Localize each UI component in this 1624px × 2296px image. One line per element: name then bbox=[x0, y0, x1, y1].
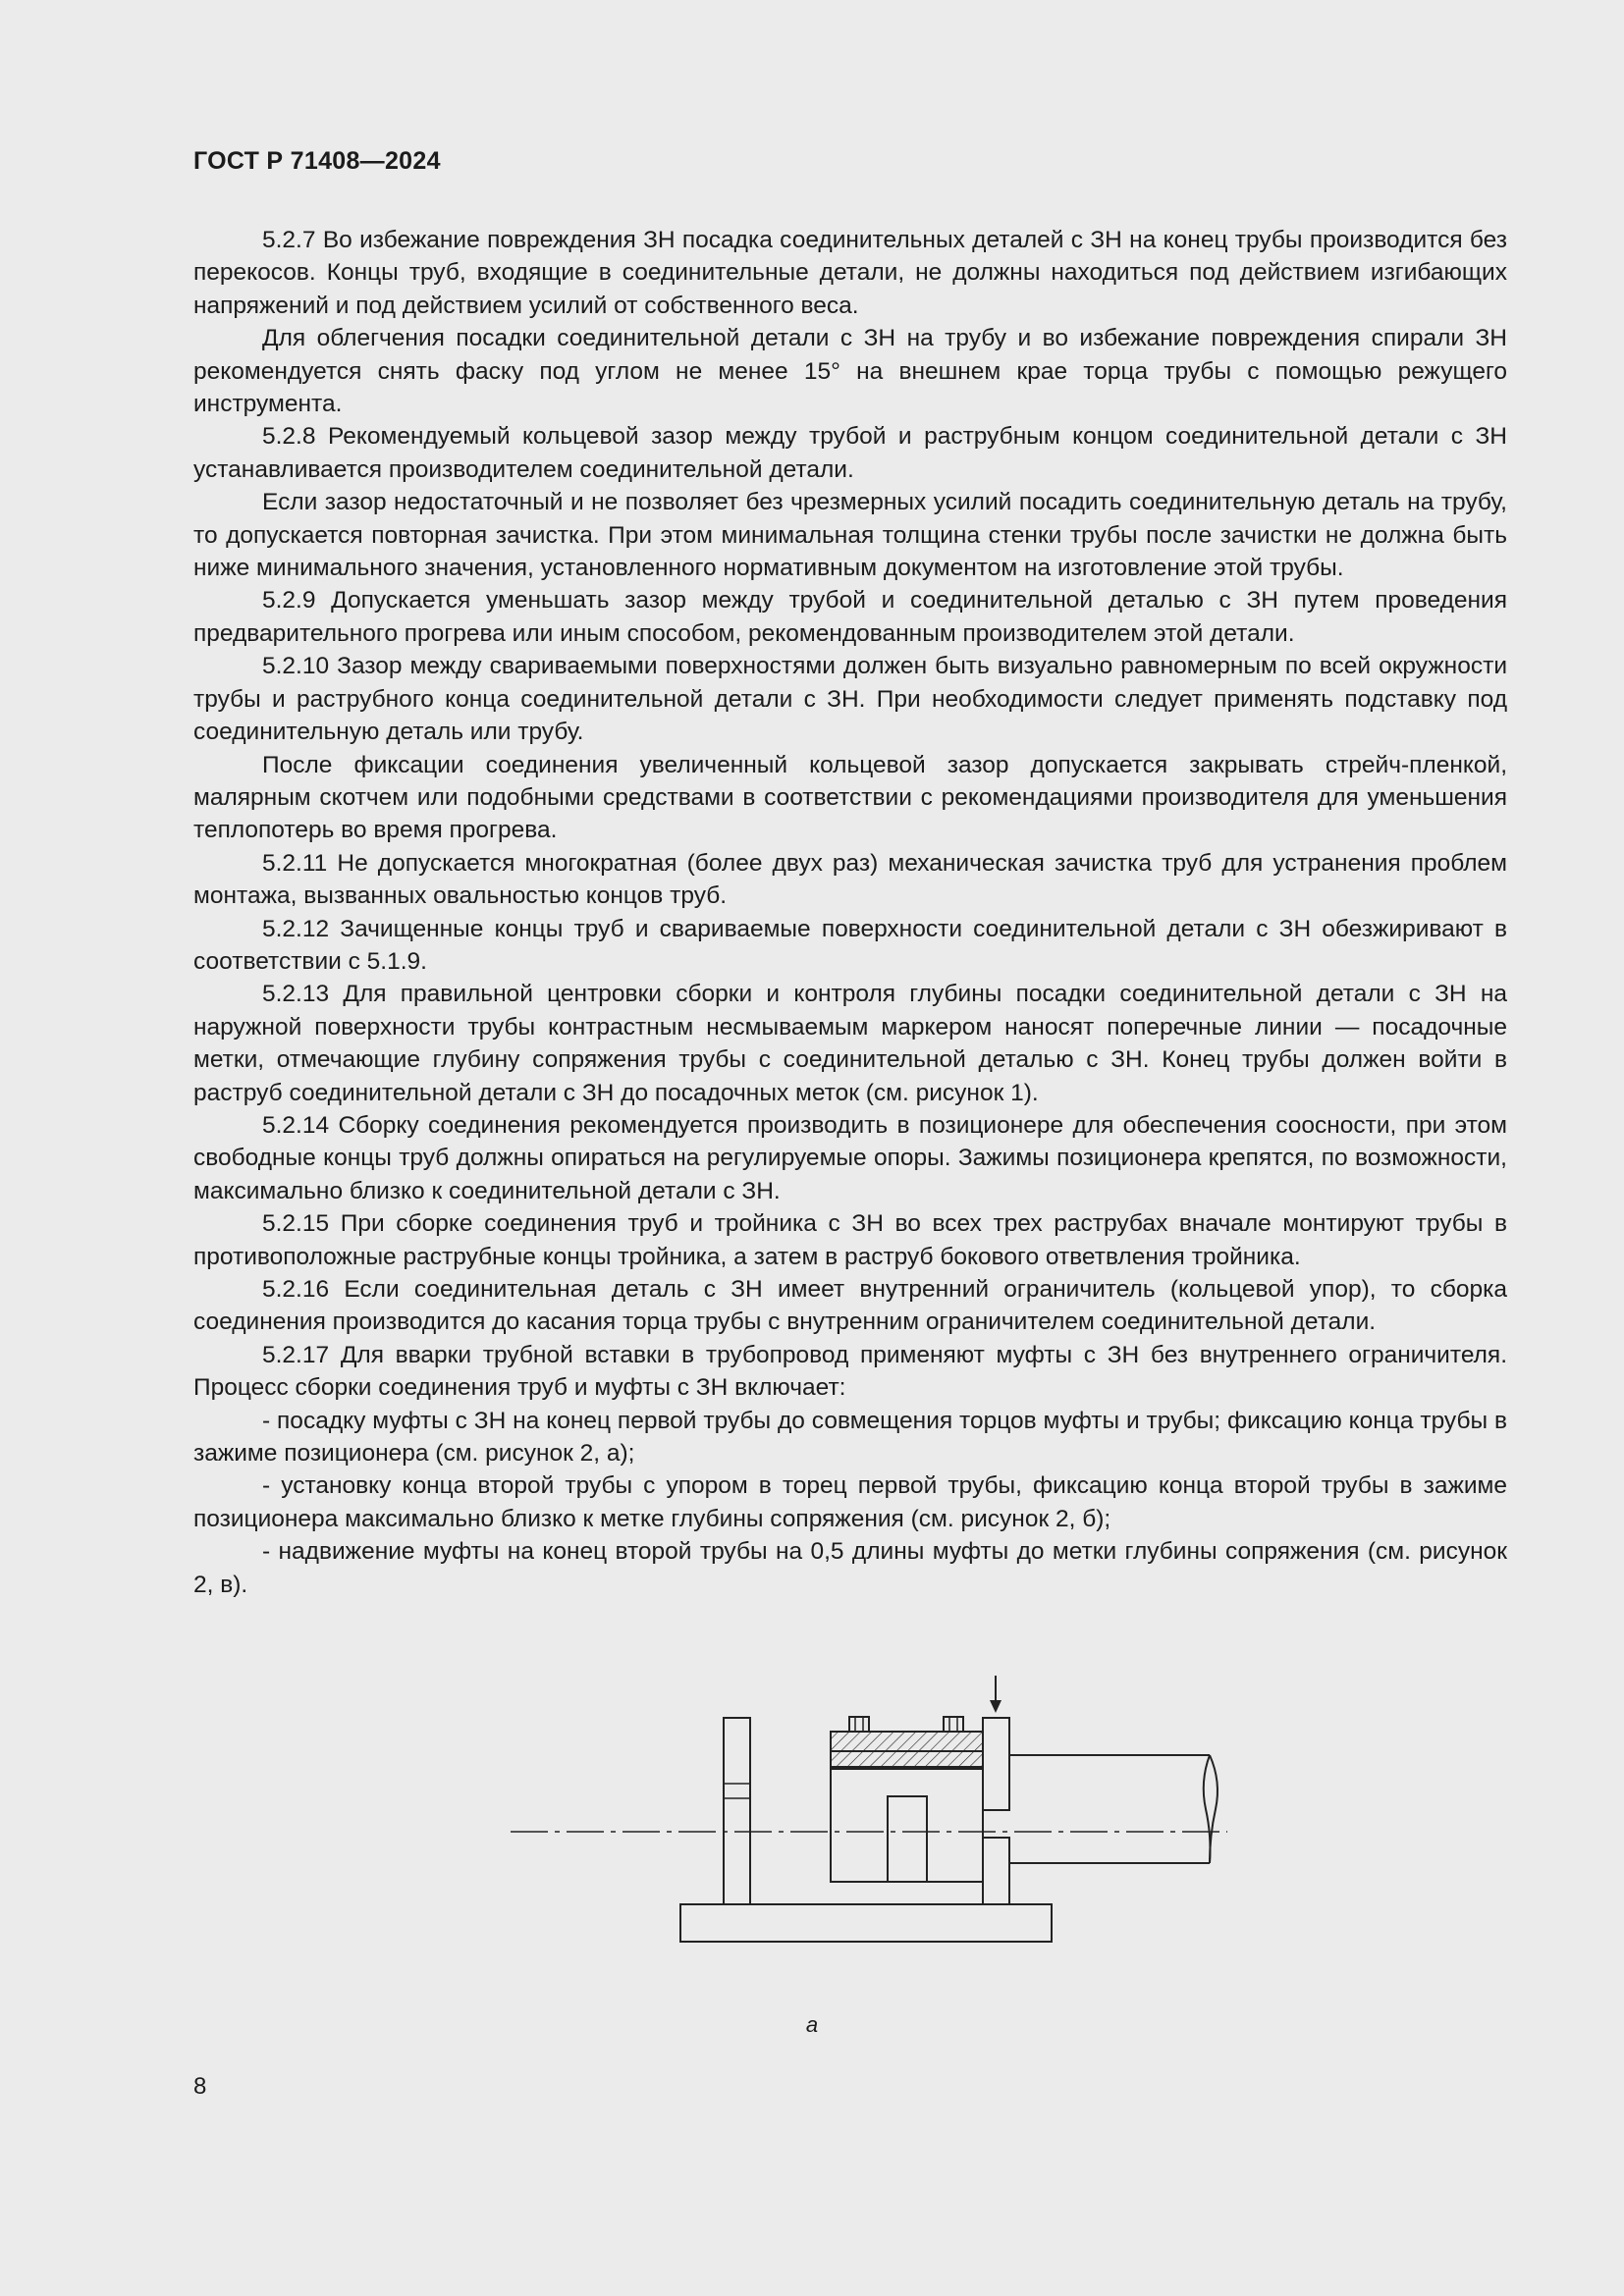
paragraph: 5.2.14 Сборку соединения рекомендуется производить в позиционере для обеспечения соосности, при этом свободные концы труб должны опираться на регулируемые опоры. Зажимы позиционера крепятся, по возможности, максимально близко к соединительной детали с ЗН. bbox=[193, 1111, 1507, 1204]
terminal-left bbox=[849, 1717, 869, 1732]
paragraph: 5.2.15 При сборке соединения труб и тройника с ЗН во всех трех раструбах вначале монтируют трубы в противоположные раструбные концы тройника, а затем в раструб бокового ответвления тройника. bbox=[193, 1210, 1507, 1270]
paragraph: 5.2.16 Если соединительная деталь с ЗН имеет внутренний ограничитель (кольцевой упор), то сборка соединения производится до касания торца трубы с внутренним ограничителем соединительной детали. bbox=[193, 1276, 1507, 1336]
list-item: - установку конца второй трубы с упором в торец первой трубы, фиксацию конца второй трубы в зажиме позиционера максимально близко к метке глубины сопряжения (см. рисунок 2, б); bbox=[193, 1472, 1507, 1532]
paragraph: После фиксации соединения увеличенный кольцевой зазор допускается закрывать стрейч-пленкой, малярным скотчем или подобными средствами в соответствии с рекомендациями производителя для уменьшения теплопотерь во время прогрева. bbox=[193, 751, 1507, 844]
heating-element-layer bbox=[831, 1732, 983, 1751]
list-item: - надвижение муфты на конец второй трубы на 0,5 длины муфты до метки глубины сопряжения (см. рисунок 2, в). bbox=[193, 1538, 1507, 1598]
page-number: 8 bbox=[193, 2073, 207, 2100]
paragraph: 5.2.11 Не допускается многократная (более двух раз) механическая зачистка труб для устранения проблем монтажа, вызванных овальностью концов труб. bbox=[193, 849, 1507, 910]
pipe bbox=[1009, 1755, 1218, 1863]
paragraph: 5.2.9 Допускается уменьшать зазор между трубой и соединительной деталью с ЗН путем проведения предварительного прогрева или иным способом, рекомендованным производителем этой детали. bbox=[193, 587, 1507, 647]
paragraph: 5.2.17 Для вварки трубной вставки в трубопровод применяют муфты с ЗН без внутреннего ограничителя. Процесс сборки соединения труб и муфты с ЗН включает: bbox=[193, 1341, 1507, 1402]
depth-mark-arrow bbox=[990, 1676, 1001, 1713]
coupling-body bbox=[831, 1767, 983, 1882]
paragraph: 5.2.7 Во избежание повреждения ЗН посадка соединительных деталей с ЗН на конец трубы производится без перекосов. Концы труб, входящие в соединительные детали, не должны находиться под действием изгибающих напряжений и под действием усилий от собственного веса. bbox=[193, 227, 1507, 319]
document-header: ГОСТ Р 71408—2024 bbox=[193, 147, 441, 175]
figure-caption: а bbox=[805, 2012, 819, 2037]
coupling-wall-layer bbox=[831, 1751, 983, 1769]
document-body bbox=[193, 224, 1507, 1601]
paragraph: 5.2.13 Для правильной центровки сборки и контроля глубины посадки соединительной детали с ЗН на наружной поверхности трубы контрастным несмываемым маркером наносят поперечные линии — посадочные метки, отмечающие глубину сопряжения трубы с соединительной деталью с ЗН. Конец трубы должен войти в раструб соединительной детали с ЗН до посадочных меток (см. рисунок 1). bbox=[193, 981, 1507, 1106]
right-clamp bbox=[983, 1718, 1009, 1904]
terminal-right bbox=[944, 1717, 963, 1732]
paragraph: Для облегчения посадки соединительной детали с ЗН на трубу и во избежание повреждения спирали ЗН рекомендуется снять фаску под углом не менее 15° на внешнем крае торца трубы с помощью режущего инструмента. bbox=[193, 325, 1507, 418]
list-item: - посадку муфты с ЗН на конец первой трубы до совмещения торцов муфты и трубы; фиксацию конца трубы в зажиме позиционера (см. рисунок 2, а); bbox=[193, 1407, 1507, 1468]
left-clamp bbox=[724, 1718, 750, 1904]
paragraph: Если зазор недостаточный и не позволяет без чрезмерных усилий посадить соединительную деталь на трубу, то допускается повторная зачистка. При этом минимальная толщина стенки трубы после зачистки не должна быть ниже минимального значения, установленного нормативным документом на изготовление этой трубы. bbox=[193, 489, 1507, 582]
paragraph: 5.2.10 Зазор между свариваемыми поверхностями должен быть визуально равномерным по всей окружности трубы и раструбного конца соединительной детали с ЗН. При необходимости следует применять подставку под соединительную деталь или трубу. bbox=[193, 653, 1507, 746]
paragraph: 5.2.8 Рекомендуемый кольцевой зазор между трубой и раструбным концом соединительной детали с ЗН устанавливается производителем соединительной детали. bbox=[193, 423, 1507, 483]
positioner-base bbox=[680, 1904, 1052, 1942]
assembly-drawing bbox=[501, 1669, 1247, 1963]
paragraph: 5.2.12 Зачищенные концы труб и свариваемые поверхности соединительной детали с ЗН обезжиривают в соответствии с 5.1.9. bbox=[193, 915, 1507, 975]
